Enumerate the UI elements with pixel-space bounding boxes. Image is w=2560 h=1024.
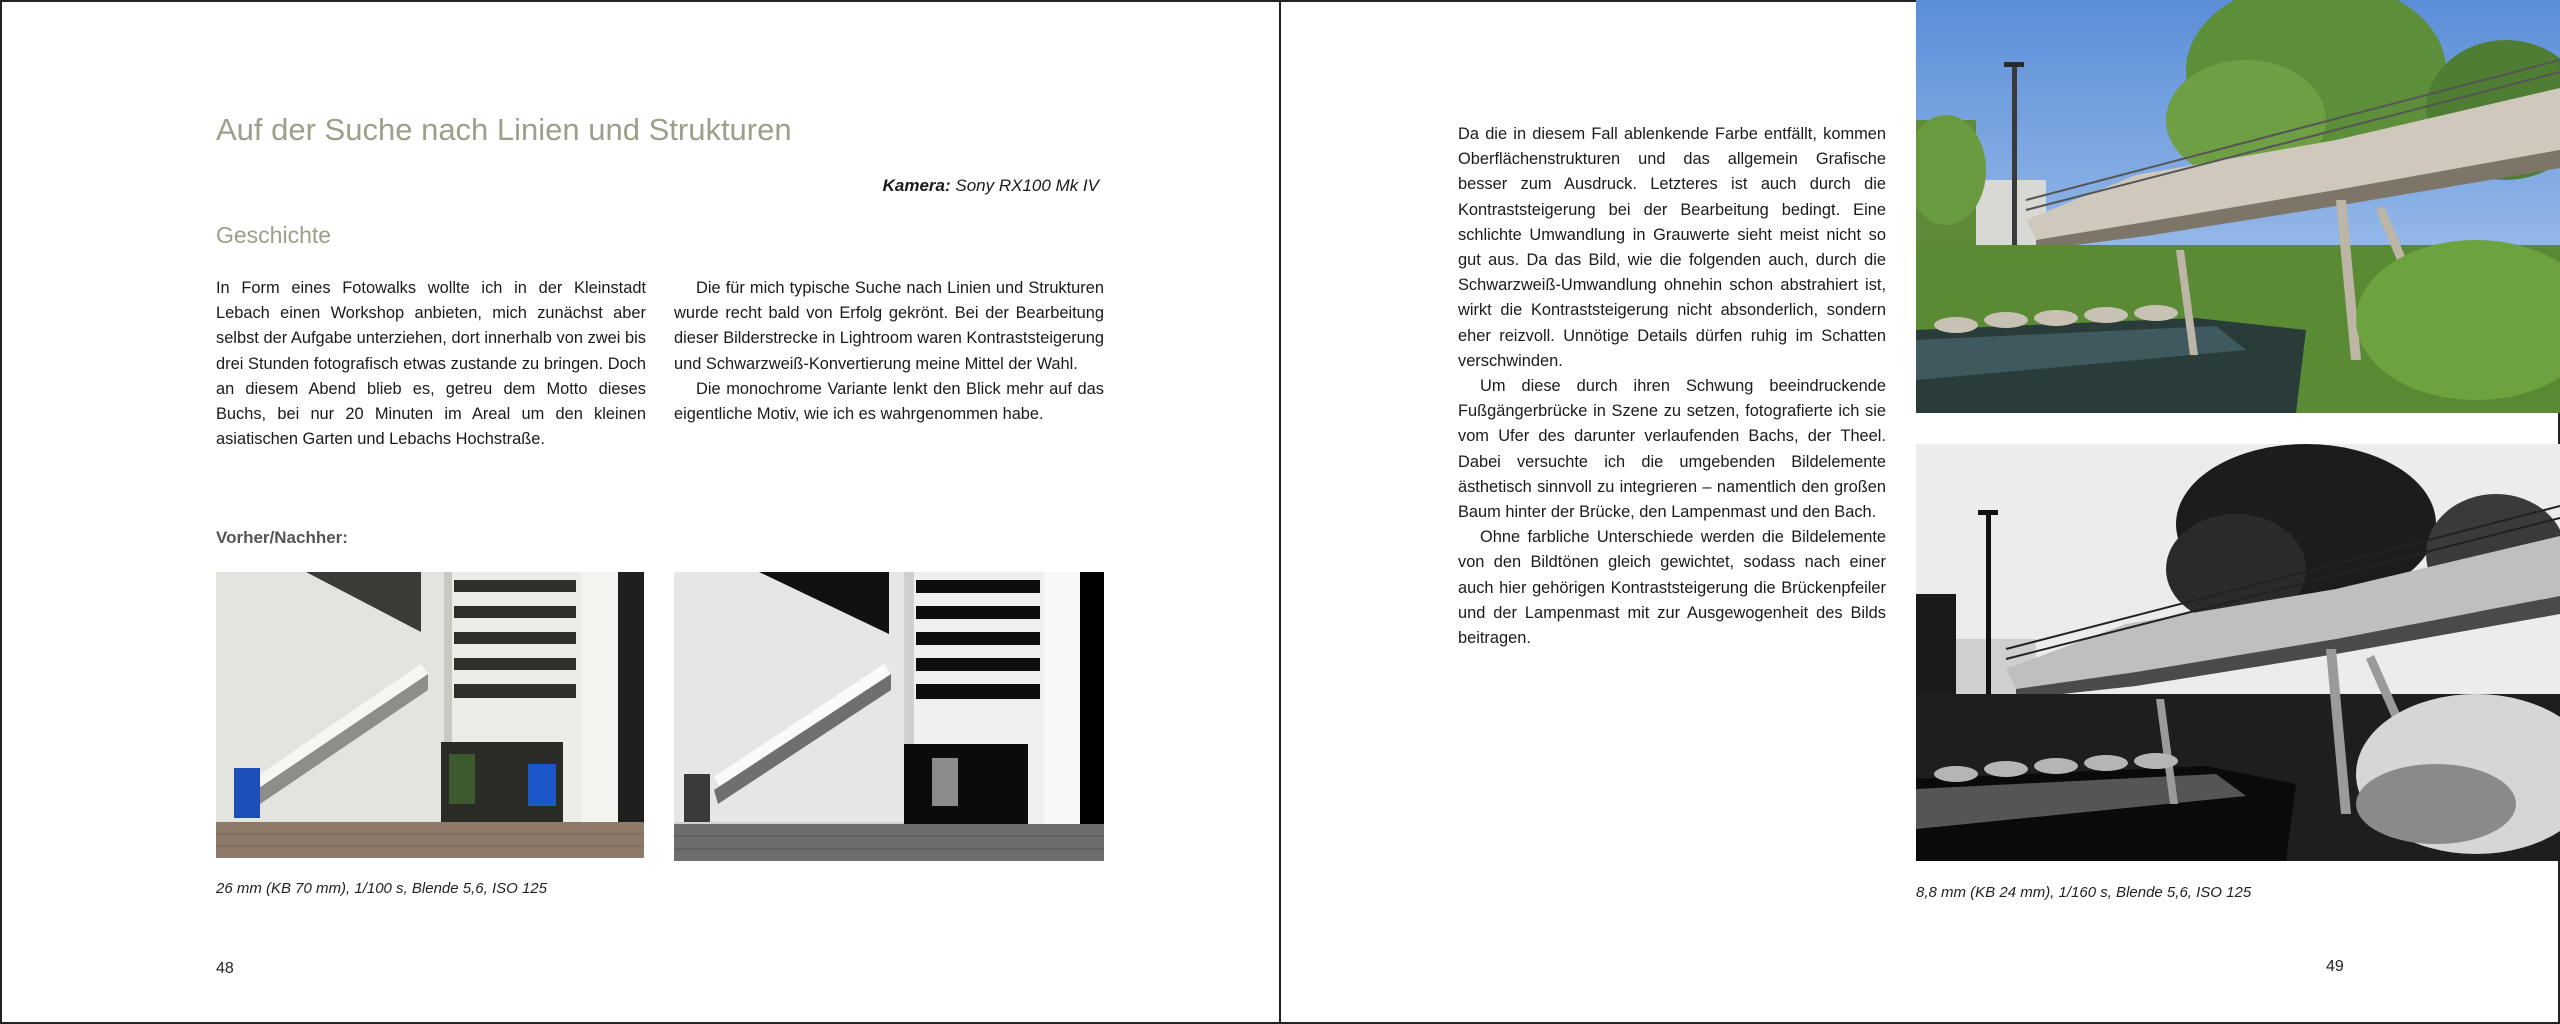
after-photo bbox=[674, 572, 1104, 861]
bridge-photo-bw bbox=[1916, 444, 2560, 861]
bridge-photo-color bbox=[1916, 0, 2560, 413]
chapter-title: Auf der Suche nach Linien und Strukturen bbox=[216, 112, 792, 147]
paragraph: Die für mich typische Suche nach Linien und Strukturen wurde recht bald von Erfolg gekrönt. Bei der Bearbeitung dieser Bilderstrecke in Lightroom waren Kontraststeigerung und Schwarzweiß-Konvertierung meine Mittel der Wahl. bbox=[674, 279, 1105, 373]
right-text-column bbox=[1458, 122, 1886, 651]
page-number-right: 49 bbox=[2326, 958, 2344, 975]
before-after-heading: Vorher/Nachher: bbox=[216, 528, 348, 547]
camera-label: Kamera: bbox=[882, 176, 951, 195]
paragraph: Um diese durch ihren Schwung beeindruckende Fußgängerbrücke in Szene zu setzen, fotografierte ich sie vom Ufer des darunter verlaufenden Bachs, der Theel. Dabei versuchte ich die umgebenden Bildelemente ästhetisch sinnvoll zu integrieren – namentlich den großen Baum hinter der Brücke, den Lampenmast und den Bach. bbox=[1458, 377, 1886, 522]
text-column-1 bbox=[216, 276, 646, 452]
paragraph: In Form eines Fotowalks wollte ich in der Kleinstadt Lebach einen Workshop anbieten, mich zunächst aber selbst der Aufgabe unterziehen, dort innerhalb von zwei bis drei Stunden fotografisch etwas zustande zu bringen. Doch an diesem Abend blieb es, getreu dem Motto dieses Buchs, bei nur 20 Minuten im Areal um den kleinen asiatischen Garten und Lebachs Hochstraße. bbox=[216, 279, 646, 449]
paragraph: Ohne farbliche Unterschiede werden die Bildelemente von den Bildtönen gleich gewichtet, sodass nach einer auch hier gehörigen Kontraststeigerung die Brückenpfeiler und der Lampenmast mit zur Ausgewogenheit des Bilds beitragen. bbox=[1458, 528, 1886, 648]
photo-caption-right: 8,8 mm (KB 24 mm), 1/160 s, Blende 5,6, ISO 125 bbox=[1916, 884, 2252, 901]
page-number: 48 bbox=[216, 960, 234, 977]
text-column-2 bbox=[674, 276, 1104, 427]
photo-caption: 26 mm (KB 70 mm), 1/100 s, Blende 5,6, ISO 125 bbox=[216, 880, 547, 897]
paragraph: Da die in diesem Fall ablenkende Farbe entfällt, kommen Oberflächenstrukturen und das allgemein Grafische besser zum Ausdruck. Letzteres ist auch durch die Kontraststeigerung bei der Bearbeitung bedingt. Eine schlichte Umwandlung in Grauwerte sieht meist nicht so gut aus. Da das Bild, wie die folgenden auch, durch die Schwarzweiß-Umwandlung ohnehin schon abstrahiert ist, wirkt die Kontraststeigerung nicht absonderlich, sondern eher reizvoll. Unnötige Details dürfen ruhig im Schatten verschwinden. bbox=[1458, 125, 1886, 370]
section-heading: Geschichte bbox=[216, 222, 332, 248]
paragraph: Die monochrome Variante lenkt den Blick mehr auf das eigentliche Motiv, wie ich es wahrgenommen habe. bbox=[674, 379, 1104, 424]
before-photo bbox=[216, 572, 644, 858]
camera-info bbox=[883, 176, 1099, 196]
camera-model: Sony RX100 Mk IV bbox=[955, 176, 1099, 195]
